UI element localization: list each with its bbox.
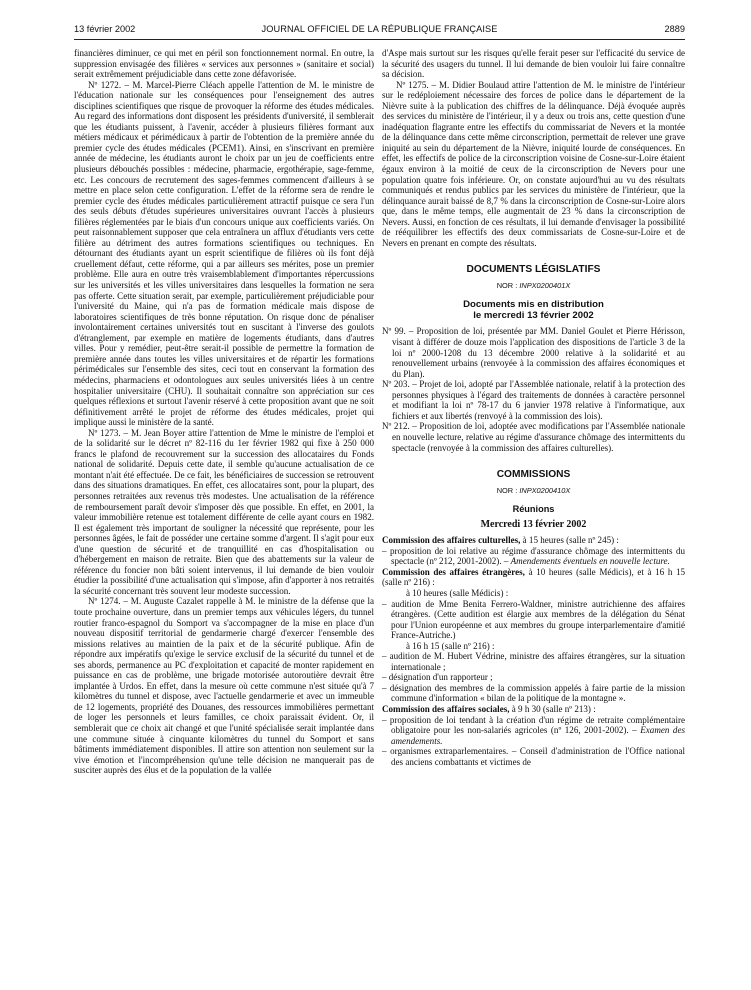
nor-code: INPX0200401X	[519, 280, 571, 290]
agenda-note: Examen des amendements.	[391, 725, 685, 746]
agenda-item: – désignation d'un rapporteur ;	[382, 672, 493, 683]
document-203: Nº 203. – Projet de loi, adopté par l'Assemblée nationale, relatif à la protection des personnes physiques à l'égard des traitements de données à caractère personnel et modifiant la loi nº 78-17 du 6 janvier 1978 relative à l'informatique, aux fichiers et aux libertés (renvoyé à la commission des lois).	[382, 379, 685, 421]
right-column	[382, 48, 685, 767]
nor-label: NOR :	[496, 280, 518, 290]
agenda-item: – organismes extraparlementaires. – Conseil d'administration de l'Office national des anciens combattants et victimes de	[382, 746, 685, 767]
question-1275: Nº 1275. – M. Didier Boulaud attire l'attention de M. le ministre de l'intérieur sur le redéploiement nécessaire des forces de police dans le département de la Nièvre suite à la publication des chiffres de la délinquance. Déjà évoquée auprès des services du ministère de l'intérieur, il y a deux ou trois ans, cette question d'une inadéquation flagrante entre les effectifs du commissariat de Nevers et la montée de la délinquance dans cette même circonscription, permettait de relever une grave iniquité au sein du département de la Nièvre, iniquité lourde de conséquences. En effet, les effectifs de police de la circonscription voisine de Cosne-sur-Loire étaient égaux environ à la moitié de ceux de la circonscription de Nevers pour une population quatre fois inférieure. Or, on constate aujourd'hui au vu des résultats communiqués et rendus publics par les services du ministère de l'intérieur, que la délinquance aurait baissé de 8,7 % dans la circonscription de Cosne-sur-Loire alors que, dans le même temps, elle augmentait de 23 % dans la circonscription de Nevers. Aussi, en fonction de ces résultats, il lui demande d'envisager la possibilité de rééquilibrer les effectifs des deux commissariats de Cosne-sur-Loire et de Nevers en prenant en compte des résultats.	[382, 79, 685, 248]
agenda-item	[382, 546, 685, 567]
section-title-documents: DOCUMENTS LÉGISLATIFS	[466, 264, 601, 276]
agenda-item: – audition de Mme Benita Ferrero-Waldner, ministre autrichienne des affaires étrangères. (Cette audition est élargie aux membres de la délégation du Sénat pour l'Union européenne et aux membres du groupe interparlementaire d'amitié France-Autriche.)	[382, 598, 685, 641]
commission-culturelles	[382, 535, 685, 546]
commission-sociales	[382, 704, 685, 715]
left-column	[74, 48, 374, 776]
agenda-text: – proposition de loi tendant à la création d'un régime de retraite complémentaire obligatoire pour les non-salariés agricoles (nº 126, 2001-2002). –	[382, 714, 685, 736]
question-1273: Nº 1273. – M. Jean Boyer attire l'attention de Mme le ministre de l'emploi et de la solidarité sur le décret nº 82-116 du 1er février 1982 qui fixe à 250 000 francs le plafond de recouvrement sur la succession des allocataires du Fonds national de solidarité. Depuis cette date, il semble qu'aucune actualisation de ce montant n'ait été effectuée. De ce fait, les bénéficiaires de succession se retrouvent dans des situations dramatiques. En effet, ces allocataires sont, pour la plupart, des personnes retraitées aux revenus très modestes. Une actualisation de la référence de remboursement paraît devoir s'imposer dès que possible. En effet, en 2001, la valeur immobilière retenue est totalement différente de celle ayant cours en 1982. Il est également très important de souligner la nécessité que représente, pour les personnes âgées, le fait de posséder une certaine somme d'argent. Il s'agit pour eux d'une question de sécurité et de tranquillité en cas d'hospitalisation ou d'hébergement en maison de retraite. Bien que des abattements sur la valeur de référence du foncier non bâti soient intervenus, il lui demande de bien vouloir étudier la possibilité d'une actualisation qui s'impose, afin d'apporter à nos retraités la sécurité concernant très souvent leur modeste succession.	[74, 427, 374, 596]
section-title-commissions: COMMISSIONS	[496, 469, 571, 481]
agenda-item: – désignation des membres de la commission appelés à faire partie de la mission commune d'information « bilan de la politique de la montagne ».	[382, 682, 685, 704]
commission-time: à 9 h 30 (salle nº 213) :	[511, 703, 596, 714]
page-number: 2889	[664, 24, 685, 34]
agenda-note: Amendements éventuels en nouvelle lecture.	[510, 556, 670, 567]
agenda-item	[382, 715, 685, 747]
subtitle-line-1: Documents mis en distribution	[463, 299, 604, 311]
commission-name: Commission des affaires sociales,	[382, 703, 510, 714]
nor-label: NOR :	[496, 485, 518, 495]
header-rule	[74, 39, 685, 40]
commission-time: à 10 heures (salle Médicis), et à 16 h 15 (salle nº 216) :	[382, 566, 686, 588]
reunions-heading: Réunions	[512, 504, 555, 515]
paragraph-continuation: d'Aspe mais surtout sur les risques qu'elle ferait peser sur l'efficacité du service de la sécurité des usagers du tunnel. Il lui demande de bien vouloir lui faire connaître sa décision.	[382, 48, 685, 80]
session-time: à 16 h 15 (salle nº 216) :	[406, 640, 495, 651]
session-time: à 10 heures (salle Médicis) :	[406, 587, 509, 598]
journal-title: JOURNAL OFFICIEL DE LA RÉPUBLIQUE FRANÇAISE	[261, 24, 498, 34]
question-1272: Nº 1272. – M. Marcel-Pierre Cléach appelle l'attention de M. le ministre de l'éducation nationale sur les conséquences pour l'enseignement des autres disciplines scientifiques que risque de provoquer la réforme des études médicales. Au regard des informations dont disposent les présidents d'université, il semblerait que les étudiants puissent, à l'avenir, accéder à plusieurs filières formant aux métiers médicaux et périmédicaux à partir de l'obtention de la première année du premier cycle des études médicales (PCEM1). Ainsi, en s'inscrivant en première année de médecine, les étudiants auront le choix par un jeu de coefficients entre plusieurs débouchés possibles : médecine, pharmacie, ergothérapie, sage-femme, etc. Les concours de recrutement des sages-femmes commencent d'ailleurs à se mettre en place selon cette configuration. L'effet de la réforme sera de rendre le premier cycle des études médicales particulièrement attractif puisque ce sera l'un des seuls débuts d'études supérieures universitaires ouvrant l'accès à plusieurs filières réglementées par le biais d'un concours unique aux coefficients variés. On peut raisonnablement supposer que cela entraînera un afflux d'étudiants vers cette filière au détriment des autres formations scientifiques ou techniques. En détournant des étudiants ayant un esprit scientifique de filières où ils font déjà cruellement défaut, cette réforme, qui a par ailleurs ses mérites, pose un premier problème. Elle aura en outre très vraisemblablement d'importantes répercussions sur les universités et les villes universitaires dans lesquelles la formation ne sera pas offerte. Cette situation serait, par exemple, particulièrement préjudiciable pour l'université du Maine, qui n'a pas de formation médicale mais dispose de laboratoires scientifiques de très bonne réputation. On risque donc de pénaliser involontairement certaines universités tout en suscitant à l'inverse des goulots d'étranglement, par exemple en matière de logements étudiants, dans d'autres villes. Pour y remédier, peut-être serait-il possible de permettre la formation de première année dans toutes les villes universitaires et de répartir les formations périmédicales sur l'ensemble des sites, ceci tout en conservant la formation des médecins, pharmaciens et odontologues aux seules universités liées à un centre hospitalier universitaire (CHU). Il souhaitait connaître son appréciation sur ces quelques réflexions et surtout l'avenir réservé à cette proposition avant que ne soit définitivement arrêté le projet de réforme des études médicales, projet qui implique aussi le ministère de la santé.	[74, 79, 374, 428]
document-212: Nº 212. – Proposition de loi, adoptée avec modifications par l'Assemblée nationale en nouvelle lecture, relative au régime d'assurance chômage des intermittents du spectacle (renvoyée à la commission des affaires culturelles).	[382, 421, 685, 453]
question-1274: Nº 1274. – M. Auguste Cazalet rappelle à M. le ministre de la défense que la toute prochaine ouverture, dans un premier temps aux véhicules légers, du tunnel routier franco-espagnol du Somport va s'accompagner de la mise en place d'un nouveau dispositif territorial de gendarmerie chargé d'exercer l'ensemble des missions relatives au maintien de la paix et de la sécurité publique. Afin de répondre aux impératifs qu'exige le service exclusif de la sécurité du tunnel et de ses abords, permanence au PC d'exploitation et capacité de monter rapidement en puissance en cas de problème, une brigade motorisée autoroutière devrait être implantée à Urdos. En effet, dans la mesure où cette commune n'est située qu'à 7 kilomètres du tunnel et dispose, avec l'actuelle gendarmerie et avec un immeuble de 12 logements, propriété des Douanes, des ressources immobilières permettant de loger les personnels et leurs familles, ce choix paraissait évident. Or, il semblerait que ce choix ait changé et que l'unité spécialisée serait implantée dans une commune située à cinquante kilomètres du tunnel du Somport et sans bâtiments immédiatement disponibles. Il attire son attention non seulement sur la vive émotion et l'incompréhension qu'une telle décision ne manquerait pas de susciter auprès des élus et de la population de la vallée	[74, 596, 374, 776]
page-header	[74, 24, 685, 38]
agenda-item: – audition de M. Hubert Védrine, ministre des affaires étrangères, sur la situation internationale ;	[382, 651, 685, 672]
nor-code: INPX0200410X	[519, 485, 571, 495]
document-99: Nº 99. – Proposition de loi, présentée par MM. Daniel Goulet et Pierre Hérisson, visant à différer de douze mois l'application des dispositions de l'article 3 de la loi nº 2000-1208 du 13 décembre 2000 relative à la solidarité et au renouvellement urbains (renvoyée à la commission des affaires économiques et du Plan).	[382, 326, 685, 379]
nor-reference	[382, 486, 685, 497]
header-date: 13 février 2002	[74, 24, 136, 34]
commission-name: Commission des affaires étrangères,	[382, 566, 525, 577]
nor-reference	[382, 281, 685, 292]
commission-etrangeres	[382, 567, 685, 588]
subtitle-line-2: le mercredi 13 février 2002	[473, 310, 594, 322]
agenda-text: – proposition de loi relative au régime d'assurance chômage des intermittents du spectacle (nº 212, 2001-2002). –	[382, 545, 685, 567]
paragraph-continuation: financières diminuer, ce qui met en péril son fonctionnement normal. En outre, la suppression envisagée des filières « services aux personnes » (sanitaire et social) serait extrêmement préjudiciable dans cette zone défavorisée.	[74, 48, 374, 80]
documents-subtitle	[382, 299, 685, 321]
commission-time: à 15 heures (salle nº 245) :	[522, 535, 619, 546]
commission-name: Commission des affaires culturelles,	[382, 535, 521, 546]
meeting-date: Mercredi 13 février 2002	[480, 518, 587, 530]
